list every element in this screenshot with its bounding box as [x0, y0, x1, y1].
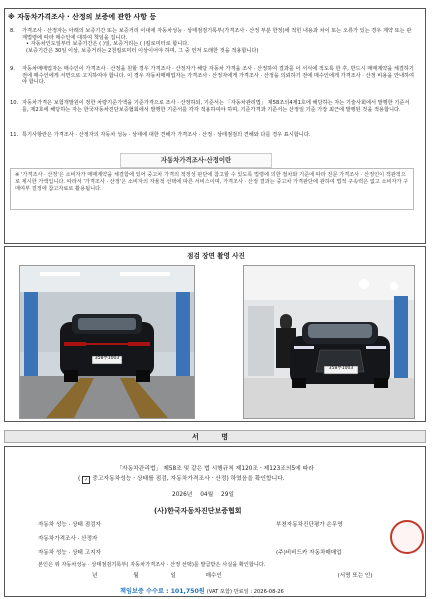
- photos-title: 점검 장면 촬영 사진: [187, 252, 245, 260]
- fee-line: [120, 586, 420, 595]
- item-number: 8.: [10, 28, 15, 34]
- fee-tail: (VAT 포함) 만료일 : 2026-08-26: [206, 589, 284, 595]
- inspector-value: 부천자동차진단평가 손무영: [276, 522, 343, 528]
- photos-section: [4, 246, 426, 422]
- check-line: ( ✓ 중고자동차성능 · 상태를 점검, 자동차가격조사 · 산정) 하였음을 확인합니다.: [78, 476, 285, 483]
- sign-section-header: [4, 430, 426, 443]
- buyer-confirm-line: [38, 562, 266, 569]
- right-plate-text: 358부1003: [328, 366, 354, 371]
- buyer-label: 매수인: [205, 573, 222, 579]
- buyer-day-label: 일: [170, 573, 176, 579]
- association-name: (사)한국자동차진단보증협회: [154, 507, 242, 515]
- inspection-photo-left: [19, 265, 195, 419]
- explanation-box: [10, 168, 414, 210]
- explanation-text: ※ '가격조사 · 산정'은 소비자가 매매계약을 체결함에 있어 중고차 가격의 적정성 판단에 참고할 수 있도록 법령에 의한 절차와 기준에 따라 전문 가격조사 · 산정인이 객관적으로 제시한 가액입니다. 따라서 '가격조사 · 산정'은 소비자의 자율적 선택에 따른 서비스이며, 가격조사 · 산정 결과는 중고차 가격판단에 관하여 법적 구속력은 없고 소비자가 구매여부 결정에 참고자료로 활용됩니다.: [15, 172, 409, 192]
- notifier-value: (주)비비드카 자동차매매업: [276, 550, 342, 556]
- item-text: [22, 28, 415, 54]
- fee-amount: 101,750원: [170, 588, 205, 595]
- date-year: 2026년: [172, 492, 193, 498]
- item-text-body: 가격조사 · 산정자는 아래의 보증기간 또는 보증거리 이내에 자동차성능 · 상태점검기록부(가격조사 · 산정 부분 한정)에 적힌 내용과 차이 또는 오류가 있는 경우 계약 또는 관계법령에 따라 매수인에 대하여 책임을 집니다.: [22, 28, 412, 41]
- item-sub-2: (보증기간은 30일 이상, 보증거리는 2천킬로미터 이상이어야 하며, 그 중 먼저 도래한 것을 적용합니다): [26, 47, 259, 54]
- inspector-label: 자동차 성능 · 상태 점검자: [38, 522, 101, 528]
- item-number: 9.: [10, 66, 15, 72]
- notice-header: ※ 자동차가격조사 · 산정의 보증에 관한 사항 등: [8, 13, 157, 21]
- explanation-title: 자동차가격조사·산정이란: [160, 156, 232, 164]
- date-line: [172, 492, 234, 499]
- item-text: 자동차매매업자는 매수인이 가격조사 · 산정을 원할 경우 가격조사 · 산정자가 해당 자동차 가격을 조사 · 산정하여 결과를 이 서식에 적도록 한 후, 반드시 매매계약을 체결하기 전에 매수인에게 서면으로 고지하여야 합니다. 이 경우 자동차매매업자는 가격조사 · 산정자에게 가격조사 · 산정을 의뢰하기 전에 매수인에게 가격조사 · 산정 비용을 안내하여야 합니다.: [22, 66, 415, 86]
- appraiser-label: 자동차가격조사 · 산정자: [38, 536, 98, 542]
- left-plate-text: 358부1003: [94, 356, 120, 361]
- explanation-title-box: [120, 153, 272, 168]
- date-day: 29일: [221, 492, 235, 498]
- official-seal: [390, 520, 424, 554]
- item-number: 10.: [10, 100, 19, 106]
- performance-check-checkbox[interactable]: ✓: [84, 477, 89, 483]
- inspection-photo-right: [243, 265, 415, 419]
- date-month: 04월: [200, 492, 214, 498]
- item-text: 특기사항란은 가격조사 · 산정자의 자동차 성능 · 상태에 대한 견해가 가격조사 · 산정 · 상태점검의 견해와 다를 경우 표시합니다.: [22, 132, 311, 138]
- item-sub-1: • 자동차인도일부터 보증기간은 ( )일, 보증거리는 ( )킬로미터로 합니다.: [26, 41, 189, 48]
- item-text: 자동차가격은 보험개발원이 정한 차량기준가액을 기준가격으로 조사 · 산정하되, 기준서는 「자동차관리법」 제58조의4제1호에 해당하는 자는 기술사회에서 발행한 기준서를, 제2호에 해당하는 자는 한국자동차진단보증협회에서 발행한 기준서를 각각 적용하여야 하며, 기준가격과 기준서는 산정일 기준 가장 최근에 발행된 것을 적용합니다.: [22, 100, 410, 113]
- buyer-month-label: 월: [133, 573, 139, 579]
- law-reference-line: 「자동차관리법」 제58조 및 같은 법 시행규칙 제120조 · 제123조의5에 따라: [116, 466, 314, 472]
- notifier-label: 자동차 성능 · 상태 고지자: [38, 550, 101, 556]
- car-on-lift-image: [20, 266, 194, 418]
- buyer-date-labels: [92, 573, 373, 580]
- sign-title: 서 명: [192, 433, 238, 441]
- check-line-text: 중고자동차성능 · 상태를 점검, 자동차가격조사 · 산정) 하였음을 확인합니다.: [92, 476, 285, 482]
- item-number: 11.: [10, 132, 19, 138]
- buyer-sign-note: (서명 또는 인): [337, 573, 373, 579]
- car-front-image: [244, 266, 414, 418]
- fee-label: 책임보증 수수료 :: [120, 588, 169, 595]
- buyer-confirm-text: 본인은 위 자동차성능 · 상태점검기록부( 자동차가격조사 · 산정 선택)를 발급받은 사실을 확인합니다.: [38, 562, 266, 568]
- buyer-year-label: 년: [92, 573, 98, 579]
